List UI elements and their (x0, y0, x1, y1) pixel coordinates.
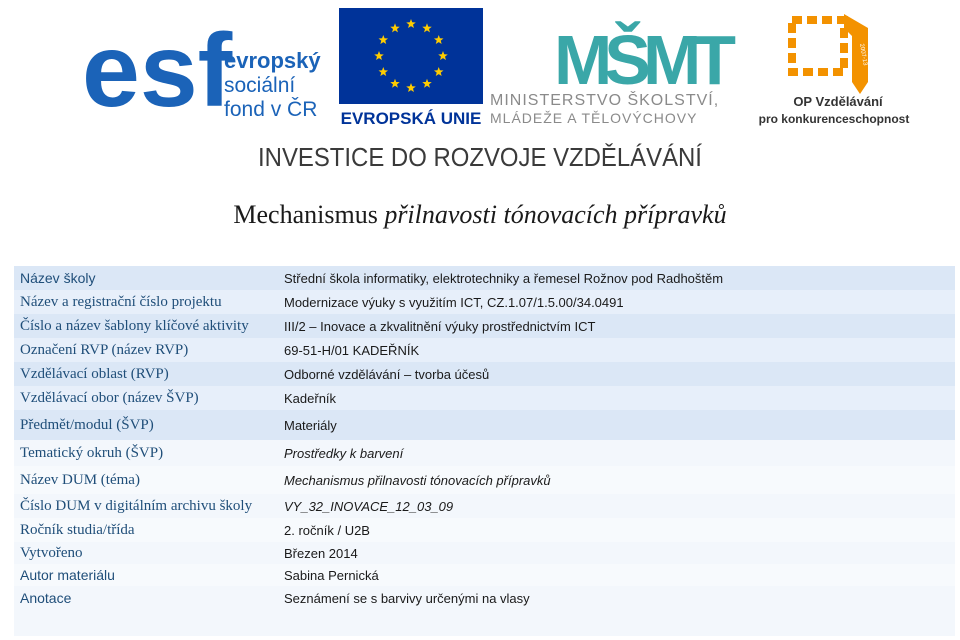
row-label: Označení RVP (název RVP) (20, 341, 189, 358)
row-value: Seznámení se s barvivy určenými na vlasy (284, 590, 530, 606)
msmt-line2: MLÁDEŽE A TĚLOVÝCHOVY (490, 110, 698, 126)
row-label: Název a registrační číslo projektu (20, 293, 222, 310)
eu-logo (338, 8, 484, 126)
row-label: Číslo DUM v digitálním archivu školy (20, 497, 253, 514)
row-label: Autor materiálu (20, 567, 115, 583)
page-title (0, 200, 960, 230)
row-label: Vytvořeno (20, 544, 83, 561)
table-row (14, 410, 955, 440)
row-label: Vzdělávací oblast (RVP) (20, 365, 169, 382)
row-value: Sabina Pernická (284, 567, 379, 583)
table-row (14, 440, 955, 466)
investice-banner: INVESTICE DO ROZVOJE VZDĚLÁVÁNÍ (258, 142, 702, 172)
op-ribbon-text: 2007-13 (858, 43, 868, 67)
msmt-line1: MINISTERSTVO ŠKOLSTVÍ, (490, 92, 720, 109)
op-logo (748, 8, 918, 126)
row-value: Prostředky k barvení (284, 445, 404, 461)
row-label: Předmět/modul (ŠVP) (20, 416, 154, 433)
row-label: Anotace (20, 590, 72, 606)
row-value: 69-51-H/01 KADEŘNÍK (284, 342, 420, 358)
table-row (14, 386, 955, 410)
table-row (14, 362, 955, 386)
table-row (14, 466, 955, 494)
table-row (14, 518, 955, 542)
table-row (14, 338, 955, 362)
table-row (14, 290, 955, 314)
row-label: Ročník studia/třída (20, 521, 135, 538)
esf-line2: sociální (224, 74, 296, 97)
table-row (14, 542, 955, 564)
row-value: Mechanismus přilnavosti tónovacích přípravků (284, 472, 551, 488)
msmt-letters: MŠMT (554, 21, 729, 99)
row-label: Vzdělávací obor (název ŠVP) (20, 389, 199, 406)
title-prefix: Mechanismus (233, 200, 385, 229)
row-label: Číslo a název šablony klíčové aktivity (20, 317, 249, 334)
esf-line1: evropský (224, 48, 321, 73)
row-value: Odborné vzdělávání – tvorba účesů (284, 366, 490, 382)
row-value: Střední škola informatiky, elektrotechniky a řemesel Rožnov pod Radhoštěm (284, 270, 724, 286)
row-value: VY_32_INOVACE_12_03_09 (284, 498, 454, 514)
row-value: Materiály (284, 417, 337, 433)
msmt-logo (490, 8, 744, 126)
row-value: Kadeřník (284, 390, 337, 406)
metadata-table (14, 266, 955, 636)
op-line1: OP Vzdělávání (793, 94, 883, 109)
table-row (14, 564, 955, 586)
row-value: Březen 2014 (284, 545, 358, 561)
eu-caption: EVROPSKÁ UNIE (340, 109, 482, 126)
row-label: Tematický okruh (ŠVP) (20, 444, 164, 461)
table-row (14, 266, 955, 290)
op-square-icon (792, 20, 844, 72)
logo-header (0, 0, 960, 190)
row-value: Modernizace výuky s využitím ICT, CZ.1.07/1.5.00/34.0491 (284, 294, 624, 310)
row-label: Název školy (20, 270, 96, 286)
row-value: 2. ročník / U2B (284, 522, 370, 538)
title-italic: přilnavosti tónovacích přípravků (384, 200, 727, 229)
table-row (14, 586, 955, 636)
esf-logo (82, 8, 322, 126)
esf-line3: fond v ČR (224, 98, 318, 121)
row-label: Název DUM (téma) (20, 471, 140, 488)
table-row (14, 494, 955, 518)
esf-logo-mark: esf (82, 13, 233, 126)
op-line2: pro konkurenceschopnost (758, 112, 910, 126)
row-value: III/2 – Inovace a zkvalitnění výuky prostřednictvím ICT (284, 318, 596, 334)
table-row (14, 314, 955, 338)
